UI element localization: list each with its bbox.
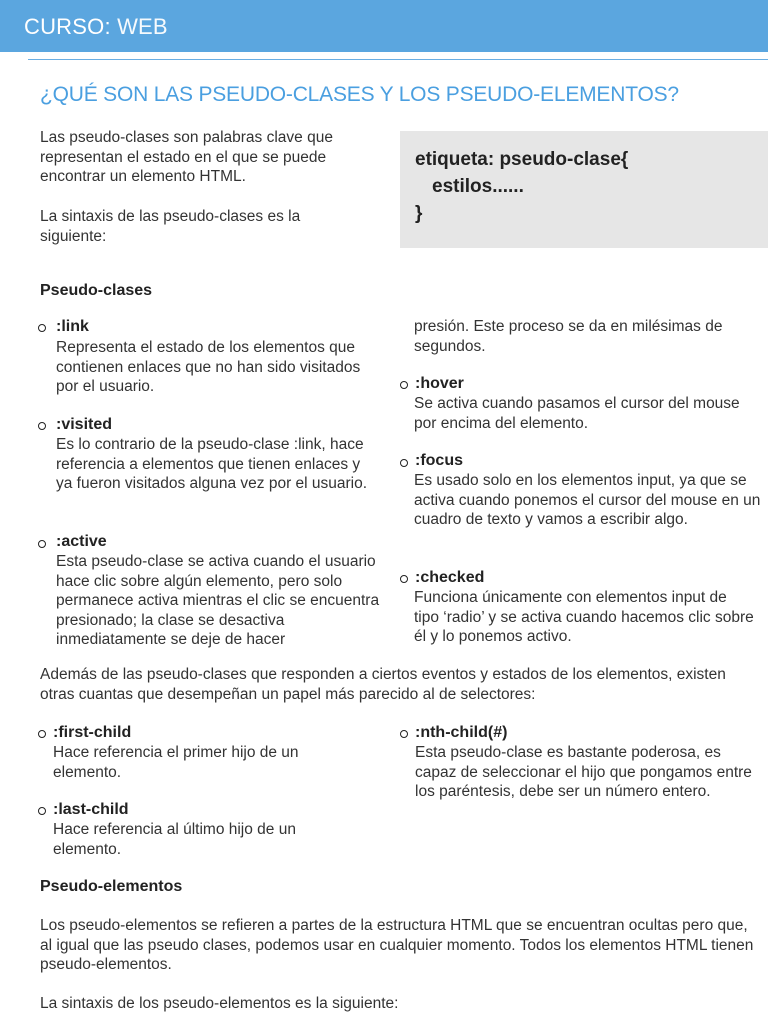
code-line-1: etiqueta: pseudo-clase{ — [415, 149, 629, 170]
item-desc-hover: Se activa cuando pasamos el cursor del mouse por encima del elemento. — [414, 395, 740, 432]
bullet-icon — [38, 540, 46, 548]
item-name-visited: :visited — [56, 416, 113, 433]
bullet-icon — [400, 381, 408, 389]
intro-syntax-note: La sintaxis de las pseudo-clases es la siguiente: — [40, 208, 301, 245]
item-desc-checked: Funciona únicamente con elementos input de tipo ‘radio’ y se activa cuando hacemos clic sobre él y lo ponemos activo. — [414, 589, 754, 645]
course-label: CURSO: — [24, 14, 111, 39]
item-name-last-child: :last-child — [53, 801, 129, 818]
item-desc-visited: Es lo contrario de la pseudo-clase :link, hace referencia a elementos que tienen enlaces y ya fueron visitados alguna vez por el usuario. — [56, 436, 368, 492]
header-divider — [28, 59, 768, 60]
item-desc-first-child: Hace referencia el primer hijo de un elemento. — [53, 744, 299, 781]
item-name-first-child: :first-child — [53, 724, 132, 741]
bullet-icon — [38, 422, 46, 430]
bullet-icon — [38, 730, 46, 738]
bullet-icon — [400, 459, 408, 467]
code-line-2: estilos...... — [432, 176, 524, 197]
pseudo-elements-definition: Los pseudo-elementos se refieren a partes de la estructura HTML que se encuentran ocultas pero que, al igual que las pseudo clases, podemos usar en cualquier momento. Todos los elementos HTML tienen pseudo-elementos. — [40, 917, 754, 973]
selectors-intro: Además de las pseudo-clases que responden a ciertos eventos y estados de los elementos, existen otras cuantas que desempeñan un papel más parecido al de selectores: — [40, 666, 726, 703]
item-desc-last-child: Hace referencia al último hijo de un elemento. — [53, 821, 296, 858]
bullet-icon — [38, 324, 46, 332]
item-desc-active-continued: presión. Este proceso se da en milésimas de segundos. — [414, 318, 723, 355]
item-name-nth-child: :nth-child(#) — [415, 724, 508, 741]
item-name-checked: :checked — [415, 569, 485, 586]
page-title: ¿QUÉ SON LAS PSEUDO-CLASES Y LOS PSEUDO-ELEMENTOS? — [40, 83, 679, 106]
bullet-icon — [400, 575, 408, 583]
bullet-icon — [400, 730, 408, 738]
header-bar — [0, 0, 768, 52]
course-title — [24, 14, 168, 40]
pseudo-elements-syntax-note: La sintaxis de los pseudo-elementos es la siguiente: — [40, 995, 399, 1012]
bullet-icon — [38, 807, 46, 815]
item-desc-focus: Es usado solo en los elementos input, ya que se activa cuando ponemos el cursor del mouse en un cuadro de texto y vamos a escribir algo. — [414, 472, 761, 528]
course-value: WEB — [117, 14, 168, 39]
item-name-hover: :hover — [415, 375, 464, 392]
item-name-active: :active — [56, 533, 107, 550]
code-example-box — [400, 131, 768, 248]
item-desc-link: Representa el estado de los elementos que contienen enlaces que no han sido visitados por el usuario. — [56, 339, 361, 395]
pseudo-elements-heading: Pseudo-elementos — [40, 878, 183, 895]
code-line-3: } — [415, 203, 423, 224]
item-name-focus: :focus — [415, 452, 463, 469]
item-name-link: :link — [56, 318, 89, 335]
item-desc-nth-child: Esta pseudo-clase es bastante poderosa, es capaz de seleccionar el hijo que pongamos entre los paréntesis, debe ser un número entero. — [415, 744, 752, 800]
item-desc-active: Esta pseudo-clase se activa cuando el usuario hace clic sobre algún elemento, pero solo permanece activa mientras el clic se encuentra presionado; la clase se desactiva inmediatamente se deje de hacer — [56, 553, 380, 648]
intro-definition: Las pseudo-clases son palabras clave que representan el estado en el que se puede encontrar un elemento HTML. — [40, 129, 333, 185]
pseudo-classes-heading: Pseudo-clases — [40, 282, 153, 299]
